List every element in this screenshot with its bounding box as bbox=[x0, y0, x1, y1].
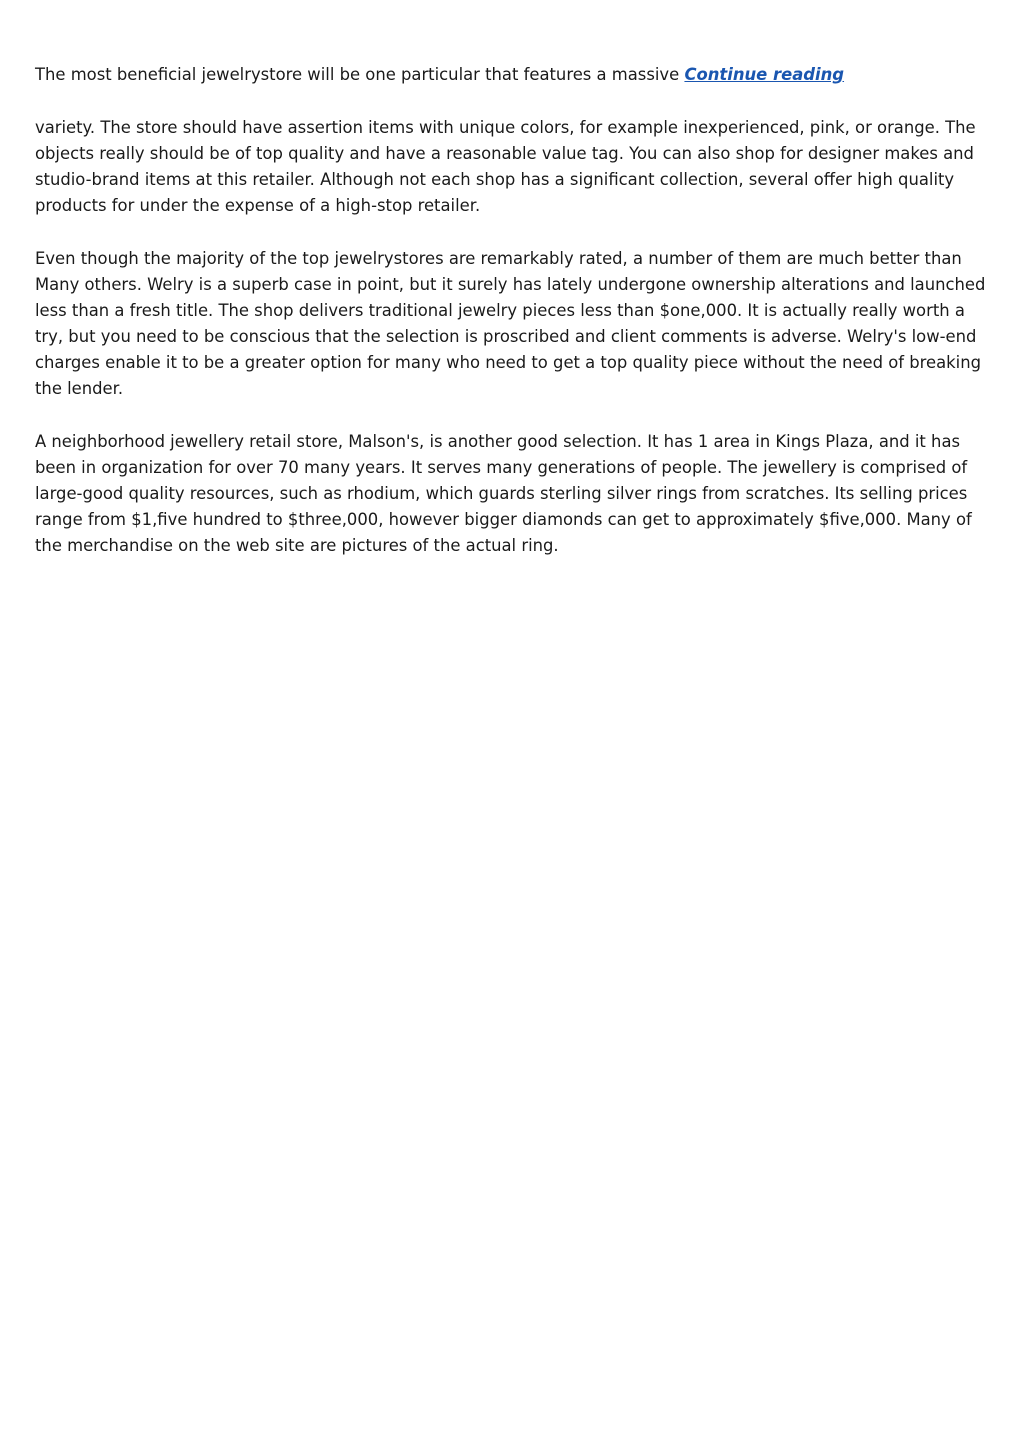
intro-text: The most beneficial jewelrystore will be one particular that features a massive bbox=[35, 65, 685, 84]
paragraph-malsons: A neighborhood jewellery retail store, Malson's, is another good selection. It has 1 area in Kings Plaza, and it has been in organization for over 70 many years. It serves many generations of people. The jewellery is comprised of large-good quality resources, such as rhodium, which guards sterling silver rings from scratches. Its selling prices range from $1,five hundred to $three,000, however bigger diamonds can get to approximately $five,000. Many of the merchandise on the web site are pictures of the actual ring. bbox=[35, 432, 972, 555]
article-body bbox=[35, 62, 990, 586]
intro-line bbox=[35, 62, 990, 88]
continue-reading-link[interactable]: Continue reading bbox=[684, 65, 845, 84]
paragraph-welry: Even though the majority of the top jewelrystores are remarkably rated, a number of them are much better than Many others. Welry is a superb case in point, but it surely has lately undergone ownership alterations and launched less than a fresh title. The shop delivers traditional jewelry pieces less than $one,000. It is actually really worth a try, but you need to be conscious that the selection is proscribed and client comments is adverse. Welry's low-end charges enable it to be a greater option for many who need to get a top quality piece without the need of breaking the lender. bbox=[35, 249, 986, 398]
paragraph-variety: variety. The store should have assertion items with unique colors, for example inexperienced, pink, or orange. The objects really should be of top quality and have a reasonable value tag. You can also shop for designer makes and studio-brand items at this retailer. Although not each shop has a significant collection, several offer high quality products for under the expense of a high-stop retailer. bbox=[35, 118, 976, 215]
